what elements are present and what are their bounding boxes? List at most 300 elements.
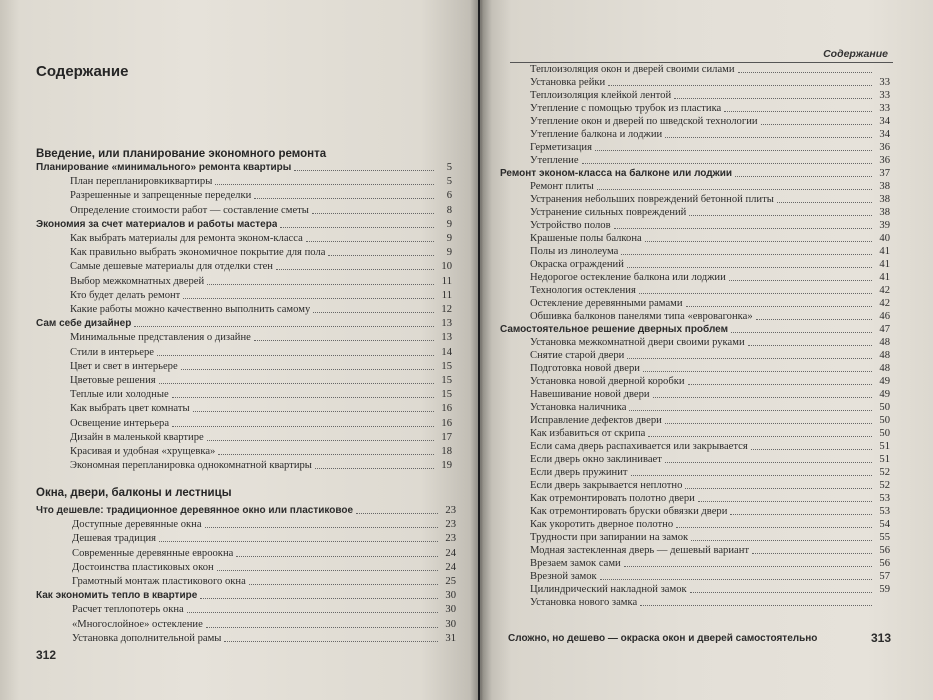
toc-entry-heading: [36, 588, 456, 602]
leader-dots: [608, 85, 872, 86]
toc-entry-title: Утепление окон и дверей по шведской технологии: [530, 116, 758, 127]
leader-dots: [751, 449, 872, 450]
toc-entry-title: Красивая и удобная «хрущевка»: [70, 446, 216, 457]
leader-dots: [645, 241, 872, 242]
leader-dots: [676, 527, 872, 528]
leader-dots: [328, 255, 434, 256]
leader-dots: [159, 383, 434, 384]
toc-page-number: 33: [879, 90, 890, 101]
toc-entry-heading: [500, 166, 890, 180]
toc-page-number: 53: [879, 506, 890, 517]
leader-dots: [193, 411, 434, 412]
leader-dots: [698, 501, 872, 502]
toc-entry-title: Определение стоимости работ — составление сметы: [70, 204, 309, 216]
toc-entry-title: Утепление: [530, 155, 579, 166]
toc-entry: [530, 387, 890, 401]
leader-dots: [665, 462, 872, 463]
toc-entry: [530, 491, 890, 505]
toc-page-number: 34: [879, 116, 890, 127]
toc-entry-title: Врезной замок: [530, 571, 597, 582]
toc-page-number: 5: [446, 176, 452, 188]
toc-page-number: 15: [441, 389, 452, 401]
toc-entry-title: Крашеные полы балкона: [530, 233, 642, 244]
toc-entry-title: Ремонт эконом-класса на балконе или лоджии: [500, 168, 733, 179]
toc-entry-title: Если сама дверь распахивается или закрывается: [530, 441, 748, 452]
toc-entry: [530, 426, 890, 440]
toc-entry: [530, 569, 890, 583]
toc-page-number: 19: [441, 460, 452, 472]
leader-dots: [691, 540, 872, 541]
leader-dots: [597, 189, 872, 190]
leader-dots: [356, 513, 438, 514]
toc-entry: [72, 546, 456, 560]
toc-entry-title: Установка рейки: [530, 77, 606, 88]
toc-entry-title: Если дверь пружинит: [530, 467, 628, 478]
leader-dots: [752, 553, 872, 554]
leader-dots: [215, 184, 434, 185]
toc-page-number: 40: [879, 233, 890, 244]
leader-dots: [280, 227, 434, 228]
toc-page-number: 15: [441, 360, 452, 372]
toc-entry: [530, 530, 890, 544]
toc-page-number: 50: [879, 415, 890, 426]
toc-entry: [70, 359, 452, 373]
toc-entry: [530, 153, 890, 167]
toc-entry: [530, 478, 890, 492]
toc-page-number: 49: [879, 376, 890, 387]
toc-entry-title: Достоинства пластиковых окон: [72, 561, 214, 573]
leader-dots: [756, 319, 872, 320]
toc-entry-title: Дизайн в маленькой квартире: [70, 431, 204, 443]
toc-page-number: 38: [879, 181, 890, 192]
toc-entry: [530, 439, 890, 453]
leader-dots: [738, 72, 872, 73]
toc-entry: [70, 458, 452, 472]
toc-entry: [530, 582, 890, 596]
toc-entry-title: Установка наличника: [530, 402, 627, 413]
toc-entry-title: Какие работы можно качественно выполнить самому: [70, 304, 311, 315]
leader-dots: [624, 566, 872, 567]
toc-page-number: 56: [879, 545, 890, 556]
toc-page-number: 59: [879, 584, 890, 595]
toc-entry: [72, 574, 456, 588]
toc-entry: [70, 288, 452, 302]
toc-entry: [72, 617, 456, 631]
toc-entry-title: Окраска ограждений: [530, 259, 624, 270]
toc-entry-title: Дешевая традиция: [72, 533, 157, 545]
toc-entry-title: Современные деревянные евроокна: [72, 547, 234, 559]
toc-entry-title: Если дверь закрывается неплотно: [530, 480, 683, 491]
toc-entry-title: Теплые или холодные: [70, 389, 169, 401]
toc-page-number: 42: [879, 285, 890, 296]
toc-entry: [70, 430, 452, 444]
toc-entry: [530, 205, 890, 219]
page-title: Содержание: [36, 63, 129, 80]
toc-entry: [530, 517, 890, 531]
leader-dots: [254, 198, 434, 199]
toc-page-number: 42: [879, 298, 890, 309]
leader-dots: [674, 98, 872, 99]
leader-dots: [653, 397, 872, 398]
leader-dots: [640, 605, 872, 606]
toc-entry: [72, 602, 456, 616]
toc-entry-title: Подготовка новой двери: [530, 363, 640, 374]
toc-page-number: 33: [879, 77, 890, 88]
toc-entry-heading: [36, 503, 456, 517]
leader-dots: [735, 176, 872, 177]
toc-page-number: 16: [441, 417, 452, 429]
toc-entry: [70, 188, 452, 202]
toc-page-number: 34: [879, 129, 890, 140]
leader-dots: [777, 202, 872, 203]
toc-page-number: 48: [879, 363, 890, 374]
toc-entry: [530, 361, 890, 375]
toc-entry-title: Сам себе дизайнер: [36, 318, 132, 330]
leader-dots: [217, 570, 438, 571]
toc-entry-title: «Многослойное» остекление: [72, 618, 203, 630]
leader-dots: [236, 556, 438, 557]
toc-page-number: 12: [441, 304, 452, 315]
toc-entry-title: Грамотный монтаж пластикового окна: [72, 576, 246, 587]
toc-entry-title: Герметизация: [530, 142, 592, 153]
leader-dots: [648, 436, 872, 437]
toc-entry-title: Экономная перепланировка однокомнатной квартиры: [70, 460, 312, 472]
toc-page-number: 23: [445, 505, 456, 516]
toc-entry: [530, 556, 890, 570]
toc-entry-title: Минимальные представления о дизайне: [70, 332, 251, 344]
leader-dots: [157, 355, 434, 356]
toc-page-number: 55: [879, 532, 890, 543]
toc-entry: [70, 245, 452, 259]
toc-page-number: 18: [441, 446, 452, 457]
toc-entry-title: Доступные деревянные окна: [72, 519, 202, 531]
toc-entry-title: Трудности при запирании на замок: [530, 532, 689, 543]
toc-entry-title: Разрешенные и запрещенные переделки: [70, 190, 252, 202]
leader-dots: [731, 332, 872, 333]
toc-entry: [70, 302, 452, 316]
toc-entry: [530, 140, 890, 154]
toc-entry: [530, 504, 890, 518]
toc-page-number: 33: [879, 103, 890, 114]
leader-dots: [724, 111, 872, 112]
toc-entry: [72, 517, 456, 531]
toc-entry-title: Как отремонтировать бруски обвязки двери: [530, 506, 728, 517]
toc-entry: [70, 231, 452, 245]
toc-entry: [530, 452, 890, 466]
toc-page-number: 36: [879, 142, 890, 153]
toc-page-number: 5: [446, 162, 452, 173]
leader-dots: [206, 627, 438, 628]
leader-dots: [134, 326, 434, 327]
toc-page-number: 13: [441, 318, 452, 330]
leader-dots: [600, 579, 872, 580]
toc-entry-title: Цвет и свет в интерьере: [70, 360, 178, 372]
toc-page-number: 36: [879, 155, 890, 166]
toc-entry-title: Обшивка балконов панелями типа «евровагонка»: [530, 311, 753, 322]
section-title: Окна, двери, балконы и лестницы: [36, 487, 232, 499]
toc-entry-title: Планирование «минимального» ремонта квартиры: [36, 162, 292, 173]
toc-entry-title: Расчет теплопотерь окна: [72, 604, 184, 616]
leader-dots: [614, 228, 872, 229]
page-number: 313: [870, 631, 891, 645]
toc-page-number: 38: [879, 207, 890, 218]
toc-entry: [70, 330, 452, 344]
toc-entry: [530, 244, 890, 258]
toc-page-number: 48: [879, 337, 890, 348]
toc-entry: [530, 218, 890, 232]
leader-dots: [294, 170, 434, 171]
toc-entry: [530, 127, 890, 141]
toc-entry: [530, 270, 890, 284]
toc-page-number: 15: [441, 375, 452, 386]
toc-entry: [530, 413, 890, 427]
toc-page-number: 30: [445, 604, 456, 616]
leader-dots: [761, 124, 872, 125]
leader-dots: [631, 475, 872, 476]
toc-entry-heading: [36, 160, 452, 174]
toc-entry-title: Устройство полов: [530, 220, 611, 231]
toc-page-number: 13: [441, 332, 452, 344]
toc-entry-title: Врезаем замок сами: [530, 558, 621, 569]
toc-entry: [70, 345, 452, 359]
toc-entry: [70, 174, 452, 188]
toc-entry-title: Кто будет делать ремонт: [70, 289, 181, 301]
leader-dots: [254, 340, 434, 341]
toc-entry: [530, 400, 890, 414]
toc-page-number: 48: [879, 350, 890, 361]
toc-entry-title: Как укоротить дверное полотно: [530, 519, 674, 530]
toc-entry-title: Цилиндрический накладной замок: [530, 584, 687, 595]
toc-entry: [72, 631, 456, 645]
toc-entry-title: Недорогое остекление балкона или лоджии: [530, 272, 726, 283]
toc-entry-title: План перепланировкиквартиры: [70, 176, 213, 188]
toc-page-number: 49: [879, 389, 890, 400]
toc-entry: [530, 309, 890, 323]
leader-dots: [315, 468, 434, 469]
toc-page-number: 41: [879, 272, 890, 283]
leader-dots: [207, 440, 434, 441]
leader-dots: [729, 280, 872, 281]
leader-dots: [686, 306, 872, 307]
toc-entry-title: Снятие старой двери: [530, 350, 625, 361]
leader-dots: [748, 345, 872, 346]
toc-entry-title: Исправление дефектов двери: [530, 415, 662, 426]
toc-entry-title: Утепление с помощью трубок из пластика: [530, 103, 722, 114]
toc-entry-title: Как отремонтировать полотно двери: [530, 493, 695, 504]
toc-entry-title: Установка межкомнатной двери своими руками: [530, 337, 745, 348]
leader-dots: [306, 241, 434, 242]
leader-dots: [313, 312, 434, 313]
toc-page-number: 23: [445, 519, 456, 531]
toc-page-number: 51: [879, 441, 890, 452]
section-title: Введение, или планирование экономного ремонта: [36, 148, 327, 160]
toc-page-number: 41: [879, 246, 890, 257]
toc-entry-title: Технология остекления: [530, 285, 636, 296]
toc-page-number: 56: [879, 558, 890, 569]
toc-entry-title: Теплоизоляция клейкой лентой: [530, 90, 672, 101]
toc-entry: [530, 257, 890, 271]
toc-entry: [530, 595, 890, 609]
toc-page-number: 9: [446, 218, 452, 230]
toc-entry: [72, 560, 456, 574]
leader-dots: [276, 269, 434, 270]
toc-page-number: 10: [441, 261, 452, 273]
leader-dots: [218, 454, 434, 455]
leader-dots: [639, 293, 872, 294]
leader-dots: [159, 541, 438, 542]
leader-dots: [685, 488, 872, 489]
toc-entry-title: Самые дешевые материалы для отделки стен: [70, 261, 273, 273]
toc-entry-title: Как избавиться от скрипа: [530, 428, 646, 439]
leader-dots: [690, 592, 872, 593]
toc-page-number: 53: [879, 493, 890, 504]
toc-entry-title: Как выбрать материалы для ремонта эконом-класса: [70, 233, 303, 244]
leader-dots: [200, 598, 438, 599]
toc-entry: [530, 179, 890, 193]
toc-page-number: 50: [879, 428, 890, 439]
leader-dots: [627, 358, 872, 359]
toc-entry-title: Цветовые решения: [70, 375, 156, 386]
leader-dots: [172, 397, 434, 398]
leader-dots: [249, 584, 438, 585]
toc-page-number: 8: [446, 204, 452, 216]
toc-page-number: 51: [879, 454, 890, 465]
toc-page-number: 52: [879, 467, 890, 478]
leader-dots: [172, 426, 434, 427]
toc-page-number: 54: [879, 519, 890, 530]
toc-page-number: 23: [445, 533, 456, 545]
toc-page-number: 31: [445, 632, 456, 644]
toc-page-number: 9: [446, 233, 452, 244]
leader-dots: [183, 298, 434, 299]
toc-entry: [530, 231, 890, 245]
leader-dots: [665, 137, 872, 138]
leader-dots: [643, 371, 872, 372]
toc-page-number: 37: [879, 168, 890, 179]
toc-entry: [530, 88, 890, 102]
toc-entry-title: Что дешевле: традиционное деревянное окно или пластиковое: [36, 505, 354, 516]
toc-page-number: 24: [445, 561, 456, 573]
leader-dots: [688, 384, 872, 385]
toc-entry-heading: [36, 217, 452, 231]
toc-entry: [70, 274, 452, 288]
toc-entry-title: Освещение интерьера: [70, 417, 170, 429]
leader-dots: [224, 641, 438, 642]
toc-entry-title: Остекление деревянными рамами: [530, 298, 683, 309]
toc-page-number: 9: [446, 247, 452, 259]
toc-page-number: 57: [879, 571, 890, 582]
toc-page-number: 11: [441, 289, 452, 301]
toc-entry: [530, 62, 890, 76]
leader-dots: [207, 284, 434, 285]
leader-dots: [187, 612, 438, 613]
leader-dots: [627, 267, 872, 268]
toc-entry-heading: [500, 322, 890, 336]
toc-entry: [70, 387, 452, 401]
toc-entry-title: Установка нового замка: [530, 597, 638, 608]
toc-entry-title: Если дверь окно заклинивает: [530, 454, 662, 465]
toc-entry-title: Как правильно выбрать экономичное покрытие для пола: [70, 247, 326, 259]
toc-page-number: 52: [879, 480, 890, 491]
toc-entry: [530, 465, 890, 479]
leader-dots: [730, 514, 872, 515]
toc-page-number: 30: [445, 590, 456, 602]
toc-entry-title: Утепление балкона и лоджии: [530, 129, 663, 140]
running-header: Содержание: [823, 48, 888, 60]
toc-entry: [530, 543, 890, 557]
toc-entry: [530, 192, 890, 206]
toc-entry-title: Выбор межкомнатных дверей: [70, 275, 205, 287]
toc-page-number: 41: [879, 259, 890, 270]
toc-page-number: 46: [879, 311, 890, 322]
toc-entry-title: Теплоизоляция окон и дверей своими силами: [530, 64, 735, 75]
toc-page-number: 17: [441, 431, 452, 443]
toc-entry-title: Как выбрать цвет комнаты: [70, 403, 190, 415]
toc-page-number: 11: [441, 275, 452, 287]
toc-page-number: 39: [879, 220, 890, 231]
toc-entry: [70, 203, 452, 217]
right-page: [480, 0, 933, 700]
toc-page-number: 24: [445, 547, 456, 559]
leader-dots: [665, 423, 872, 424]
toc-entry-title: Устранение сильных повреждений: [530, 207, 687, 218]
toc-entry: [530, 348, 890, 362]
toc-page-number: 50: [879, 402, 890, 413]
toc-entry: [70, 401, 452, 415]
toc-entry-title: Как экономить тепло в квартире: [36, 590, 198, 602]
toc-entry: [530, 283, 890, 297]
leader-dots: [582, 163, 872, 164]
leader-dots: [181, 369, 434, 370]
toc-entry-title: Самостоятельное решение дверных проблем: [500, 324, 729, 335]
toc-entry-title: Установка дополнительной рамы: [72, 632, 222, 644]
leader-dots: [205, 527, 438, 528]
leader-dots: [595, 150, 872, 151]
toc-page-number: 14: [441, 346, 452, 358]
toc-entry-title: Экономия за счет материалов и работы мастера: [36, 218, 278, 230]
toc-entry-title: Ремонт плиты: [530, 181, 594, 192]
toc-entry: [530, 296, 890, 310]
toc-page-number: 16: [441, 403, 452, 415]
toc-entry-title: Полы из линолеума: [530, 246, 619, 257]
toc-entry: [70, 373, 452, 387]
toc-page-number: 30: [445, 618, 456, 630]
toc-page-number: 38: [879, 194, 890, 205]
toc-entry-title: Устранения небольших повреждений бетонной плиты: [530, 194, 774, 205]
toc-entry-title: Модная застекленная дверь — дешевый вариант: [530, 545, 750, 556]
toc-entry: [72, 531, 456, 545]
toc-page-number: 25: [445, 576, 456, 587]
toc-entry: [70, 416, 452, 430]
toc-entry-title: Навешивание новой двери: [530, 389, 650, 400]
leader-dots: [689, 215, 872, 216]
toc-page-number: 47: [879, 324, 890, 335]
toc-entry: [70, 444, 452, 458]
leader-dots: [629, 410, 872, 411]
toc-entry: [530, 101, 890, 115]
leader-dots: [621, 254, 872, 255]
page-number: 312: [36, 648, 57, 662]
toc-entry-title: Установка новой дверной коробки: [530, 376, 685, 387]
toc-page-number: 6: [446, 190, 452, 202]
toc-entry-heading: Сложно, но дешево — окраска окон и дверей самостоятельно: [508, 633, 818, 644]
toc-entry: [70, 259, 452, 273]
toc-entry: [530, 75, 890, 89]
toc-entry: [530, 335, 890, 349]
leader-dots: [312, 213, 434, 214]
toc-entry: [530, 114, 890, 128]
toc-entry: [530, 374, 890, 388]
